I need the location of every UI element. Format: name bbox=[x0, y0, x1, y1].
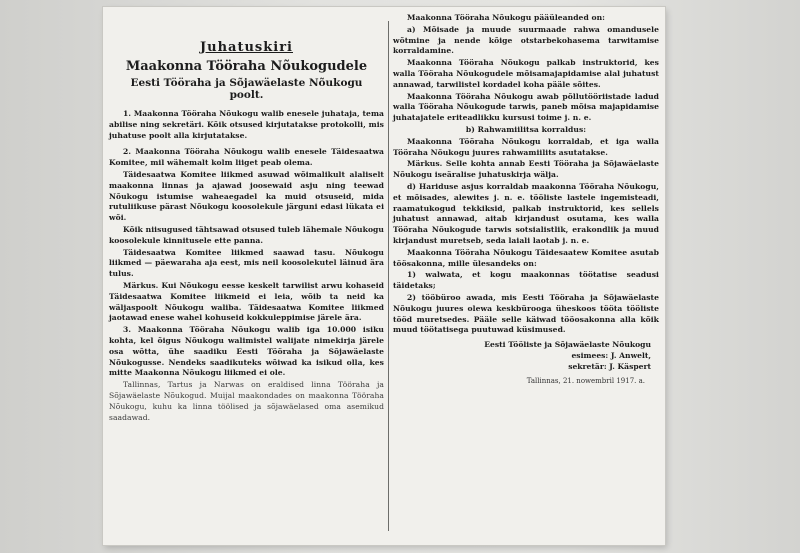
paragraph: 1. Maakonna Tööraha Nõukogu walib enesele juhataja, tema abilise ning sekretäri. Kõik otsused kirjutatakse protokolli, mis juhatuse poolt alla kirjutatakse. bbox=[109, 109, 384, 140]
paragraph: Täidesaatwa Komitee liikmed saawad tasu. Nõukogu liikmed — päewaraha aja eest, mis neil koosolekutel läinud ära tulus. bbox=[109, 247, 384, 279]
document-subheading: Maakonna Tööraha Nõukogudele bbox=[125, 58, 368, 74]
paragraph: Maakonna Tööraha Nõukogu korraldab, et iga walla Tööraha Nõukogu juures rahwamiilits asutatakse. bbox=[393, 136, 659, 157]
right-column bbox=[393, 7, 659, 386]
date-line: Tallinnas, 21. nowembril 1917. a. bbox=[526, 376, 645, 385]
document-subheading-2: Eesti Tööraha ja Sõjawäelaste Nõukogu bbox=[130, 76, 363, 89]
paragraph: Märkus. Kui Nõukogu eesse keskelt tarwilist arwu kohaseid Täidesaatwa Komitee liikmeid ei leia, wõib ta neid ka wäljaspoolt Nõukogu waliba. Täidesaatwa Komitee liikmed jaotawad enese wahel kohuseid kokkuleppimise järele ära. bbox=[109, 280, 384, 323]
document-heading: Juhatuskiri bbox=[200, 40, 293, 55]
paragraph: 2. Maakonna Tööraha Nõukogu walib enesele Täidesaatwa Komitee, mil wähemalt kolm liiget peab olema. bbox=[109, 147, 384, 168]
paragraph: Maakonna Tööraha Nõukogu Täidesaatew Komitee asutab töösakonna, mille ülesandeks on: bbox=[393, 247, 659, 268]
paragraph: b) Rahwamiilitsa korraldus: bbox=[465, 124, 587, 134]
paragraph: Kõik niisugused tähtsawad otsused tuleb lähemale Nõukogu koosolekule kinnitusele ette panna. bbox=[109, 224, 384, 245]
column-divider bbox=[388, 21, 389, 531]
signature-chair: esimees: J. Anwelt, bbox=[571, 350, 651, 360]
left-column bbox=[109, 7, 384, 424]
paragraph: a) Mõisade ja muude suurmaade rahwa omandusele wõtmine ja nende kõige otstarbekohasema tarwitamise korraldamine. bbox=[393, 24, 659, 56]
paragraph: Maakonna Tööraha Nõukogu awab põllutööriistade ladud walla Tööraha Nõukogude tarwis, paneb mõisa majapidamise juhatajatele eriteadlikku kursusi toime j. n. e. bbox=[393, 91, 659, 123]
paragraph: Tallinnas, Tartus ja Narwas on eraldised linna Tööraha ja Sõjawäelaste Nõukogud. Muijal maakondades on maakonna Tööraha Nõukogu, kuhu ka linna töölised ja sõjawäelased oma asemikud saadawad. bbox=[109, 380, 384, 422]
paragraph: 2) tööbüroo awada, mis Eesti Tööraha ja Sõjawäelaste Nõukogu juures olewa keskbürooga üheskoos tööta tööliste tööd muretsedes. Pääle selle käiwad tööosakonna alla kõik muud töötatisega puutuwad küsimused. bbox=[393, 292, 659, 335]
document-subheading-3: poolt. bbox=[229, 88, 264, 101]
signature-organization: Eesti Tööliste ja Sõjawäelaste Nõukogu bbox=[484, 340, 651, 350]
signature-secretary: sekretär: J. Käspert bbox=[568, 361, 651, 371]
paragraph: Maakonna Tööraha Nõukogu pääüleanded on: bbox=[407, 13, 606, 22]
document-page bbox=[103, 7, 665, 545]
paragraph: Täidesaatwa Komitee liikmed asuwad wõimalikult alaliselt maakonna linnas ja ajawad joosewaid asju ning teewad Nõukogu istumise waheaegadel ka muid otsuseid, mida rutuliikuse pärast Nõukogu koosolekule järguni edasi lükata ei wõi. bbox=[109, 169, 384, 223]
paragraph: d) Hariduse asjus korraldab maakonna Tööraha Nõukogu, et mõisades, alewites j. n. e. tööliste lastele ingemisteadi, raamatukogud tekkiksid, palkab instruktorid, kes sellels juhatust annawad, aitab kirjandust osutama, kes walla Tööraha Nõukogude tarwis sotsialistlik, erakondlik ja muud kirjandust muretseb, seda laiali laotab j. n. e. bbox=[393, 181, 659, 245]
paragraph: Märkus. Selle kohta annab Eesti Tööraha ja Sõjawäelaste Nõukogu iseäralise juhatuskirja wälja. bbox=[393, 159, 659, 180]
paragraph: 1) walwata, et kogu maakonnas töötatise seadusi täidetaks; bbox=[393, 270, 659, 291]
paragraph: 3. Maakonna Tööraha Nõukogu walib iga 10.000 isiku kohta, kel õigus Nõukogu walimistel walijate nimekirja järele osa wõtta, ühe saadiku Eesti Tööraha ja Sõjawäelaste Nõukogusse. Nendeks saadikuteks wõiwad ka isikud olla, kes mitte Maakonna Nõukogu liikmed ei ole. bbox=[109, 325, 384, 378]
paragraph: Maakonna Tööraha Nõukogu palkab instruktorid, kes walla Tööraha Nõukogudele mõisamajapidamise alal juhatust annawad, tarwilistel kordadel koha pääle sõites. bbox=[393, 58, 659, 89]
